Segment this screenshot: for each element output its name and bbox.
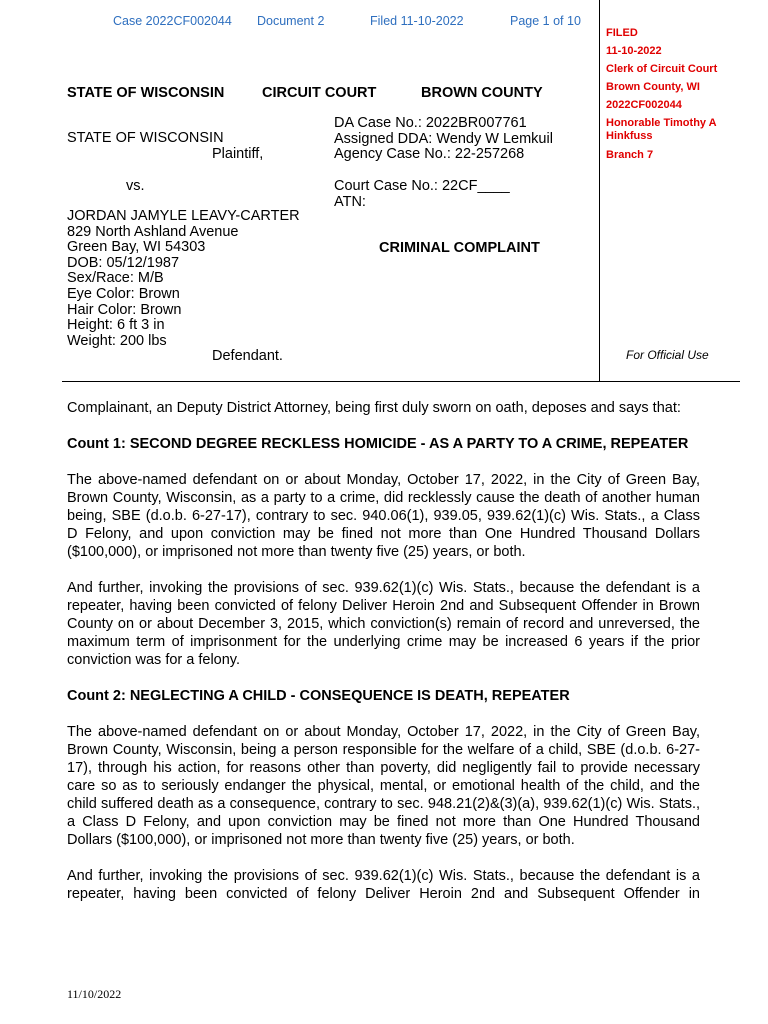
court-case-number: Court Case No.: 22CF____ bbox=[334, 178, 510, 194]
da-case-number: DA Case No.: 2022BR007761 bbox=[334, 115, 527, 131]
count1-heading: Count 1: SECOND DEGREE RECKLESS HOMICIDE - AS A PARTY TO A CRIME, REPEATER bbox=[67, 436, 689, 452]
stamp-line: 11-10-2022 bbox=[606, 45, 662, 57]
court-state: STATE OF WISCONSIN bbox=[67, 85, 225, 101]
count1-paragraph: The above-named defendant on or about Monday, October 17, 2022, in the City of Green Bay, Brown County, Wisconsin, as a party to a crime, did recklessly cause the death of another human being, SBE (d.o.b. 6-27-17), contrary to sec. 940.06(1), 939.05, 939.62(1)(c) Wis. Stats., a Class D Felony, and upon conviction may be fined not more than One Hundred Thousand Dollars ($100,000), or imprisoned not more than twenty five (25) years, or both. bbox=[67, 472, 700, 560]
official-use-label: For Official Use bbox=[626, 348, 709, 362]
filed-date: Filed 11-10-2022 bbox=[370, 14, 464, 28]
versus-label: vs. bbox=[126, 178, 145, 194]
intro-paragraph: Complainant, an Deputy District Attorney, being first duly sworn on oath, deposes and says that: bbox=[67, 400, 681, 416]
complaint-body bbox=[67, 399, 700, 903]
assigned-dda: Assigned DDA: Wendy W Lemkuil bbox=[334, 130, 553, 147]
page-indicator: Page 1 of 10 bbox=[510, 14, 581, 28]
stamp-line: FILED bbox=[606, 27, 638, 39]
defendant-eye-color: Eye Color: Brown bbox=[67, 285, 180, 302]
stamp-divider bbox=[599, 0, 600, 382]
caption-divider bbox=[62, 381, 740, 382]
stamp-line: Brown County, WI bbox=[606, 81, 700, 93]
plaintiff-role: Plaintiff, bbox=[212, 146, 264, 162]
court-county: BROWN COUNTY bbox=[421, 85, 543, 101]
case-number: Case 2022CF002044 bbox=[113, 14, 232, 28]
agency-case-number: Agency Case No.: 22-257268 bbox=[334, 146, 525, 163]
stamp-line: Clerk of Circuit Court bbox=[606, 63, 718, 75]
atn-label: ATN: bbox=[334, 194, 366, 210]
defendant-height: Height: 6 ft 3 in bbox=[67, 317, 165, 334]
count2-heading: Count 2: NEGLECTING A CHILD - CONSEQUENCE IS DEATH, REPEATER bbox=[67, 688, 570, 704]
plaintiff-name: STATE OF WISCONSIN bbox=[67, 130, 224, 146]
court-name: CIRCUIT COURT bbox=[262, 85, 377, 101]
defendant-hair-color: Hair Color: Brown bbox=[67, 301, 182, 318]
defendant-address: 829 North Ashland Avenue bbox=[67, 223, 239, 240]
stamp-line: 2022CF002044 bbox=[606, 99, 682, 111]
count1-repeater-paragraph: And further, invoking the provisions of sec. 939.62(1)(c) Wis. Stats., because the defendant is a repeater, having been convicted of felony Deliver Heroin 2nd and Subsequent Offender in Brown County on or about December 3, 2015, which conviction(s) remain of record and unreversed, the maximum term of imprisonment for the underlying crime may be increased 6 years if the prior conviction was for a felony. bbox=[67, 580, 700, 668]
defendant-name: JORDAN JAMYLE LEAVY-CARTER bbox=[67, 208, 300, 224]
filing-stamp bbox=[606, 24, 766, 164]
case-info bbox=[334, 116, 553, 163]
stamp-line: Honorable Timothy A bbox=[606, 117, 717, 129]
count2-paragraph: The above-named defendant on or about Monday, October 17, 2022, in the City of Green Bay, Brown County, Wisconsin, being a person responsible for the welfare of a child, SBE (d.o.b. 6-27-17), through his action, for reasons other than poverty, did negligently fail to provide necessary care so as to seriously endanger the physical, mental, or emotional health of the child, and the child suffered death as a consequence, contrary to sec. 948.21(2)&(3)(a), 939.62(1)(c) Wis. Stats., a Class D Felony, and upon conviction may be fined not more than One Hundred Thousand Dollars ($100,000), or imprisoned not more than twenty five (25) years, or both. bbox=[67, 724, 700, 848]
stamp-line: Hinkfuss bbox=[606, 130, 653, 142]
stamp-line: Branch 7 bbox=[606, 149, 654, 161]
defendant-weight: Weight: 200 lbs bbox=[67, 332, 167, 349]
defendant-city: Green Bay, WI 54303 bbox=[67, 239, 206, 256]
defendant-role: Defendant. bbox=[212, 348, 283, 364]
defendant-sex-race: Sex/Race: M/B bbox=[67, 270, 164, 287]
count2-repeater-paragraph: And further, invoking the provisions of sec. 939.62(1)(c) Wis. Stats., because the defendant is a repeater, having been convicted of felony Deliver Heroin 2nd and Subsequent Offender in bbox=[67, 868, 700, 902]
document-number: Document 2 bbox=[257, 14, 325, 28]
defendant-dob: DOB: 05/12/1987 bbox=[67, 254, 180, 271]
document-title: CRIMINAL COMPLAINT bbox=[379, 240, 540, 256]
defendant-details bbox=[67, 209, 300, 349]
footer-date: 11/10/2022 bbox=[67, 987, 122, 1001]
